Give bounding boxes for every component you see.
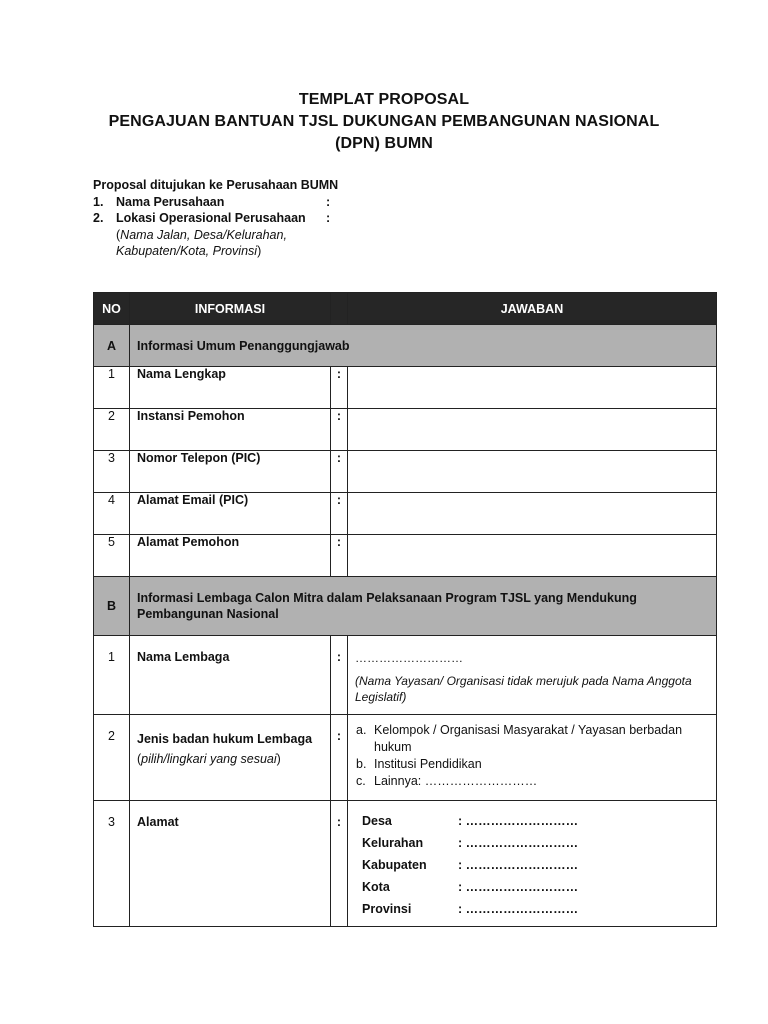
row-no: 5 [94, 535, 130, 577]
row-colon: : [331, 715, 348, 801]
row-colon: : [331, 451, 348, 493]
address-field[interactable]: Kabupaten : ……………………… [362, 858, 579, 872]
answer-field-nama-lengkap[interactable] [348, 367, 717, 409]
section-code: A [94, 325, 130, 367]
answer-alamat [348, 801, 717, 927]
row-label: Alamat [130, 801, 331, 927]
table-row [94, 493, 717, 535]
intro-item-colon: : [326, 211, 331, 225]
row-no: 4 [94, 493, 130, 535]
row-colon: : [331, 535, 348, 577]
row-colon: : [331, 493, 348, 535]
intro-item [93, 210, 693, 227]
answer-field-telepon[interactable] [348, 451, 717, 493]
row-no: 1 [94, 367, 130, 409]
intro-block [93, 177, 693, 260]
intro-item [93, 194, 693, 211]
header-no: NO [94, 293, 130, 325]
row-no: 2 [94, 715, 130, 801]
intro-item-colon: : [326, 194, 331, 209]
row-no: 3 [94, 801, 130, 927]
address-field[interactable]: Provinsi : ……………………… [362, 902, 579, 916]
header-info: INFORMASI [130, 293, 331, 325]
section-title: Informasi Lembaga Calon Mitra dalam Pelaksanaan Program TJSL yang Mendukung Pembangunan Nasional [130, 577, 717, 636]
table-row [94, 715, 717, 801]
table-row [94, 409, 717, 451]
table-row [94, 451, 717, 493]
header-colon [331, 293, 348, 325]
option-list [352, 722, 709, 790]
answer-dots: ……………………… [355, 651, 463, 665]
section-code: B [94, 577, 130, 636]
row-colon: : [331, 636, 348, 715]
table-row [94, 535, 717, 577]
row-hint: (pilih/lingkari yang sesuai) [137, 752, 281, 766]
intro-item-label: Lokasi Operasional Perusahaan [116, 211, 306, 225]
section-row [94, 577, 717, 636]
row-no: 1 [94, 636, 130, 715]
doc-subtitle-2: (DPN) BUMN [335, 135, 433, 152]
answer-field-email[interactable] [348, 493, 717, 535]
row-colon: : [331, 409, 348, 451]
header-answer: JAWABAN [348, 293, 717, 325]
answer-hint: (Nama Yayasan/ Organisasi tidak merujuk pada Nama Anggota Legislatif) [355, 673, 692, 704]
option-item[interactable]: c. Lainnya: ……………………… [356, 774, 538, 788]
doc-subtitle: PENGAJUAN BANTUAN TJSL DUKUNGAN PEMBANGUNAN NASIONAL [108, 113, 660, 130]
section-title: Informasi Umum Penanggungjawab [130, 325, 717, 367]
row-label: Alamat Pemohon [130, 535, 331, 577]
row-label: Nama Lembaga [130, 636, 331, 715]
row-label: Nomor Telepon (PIC) [130, 451, 331, 493]
row-label: Instansi Pemohon [130, 409, 331, 451]
row-no: 3 [94, 451, 130, 493]
row-colon: : [331, 801, 348, 927]
section-row [94, 325, 717, 367]
intro-item-label: Nama Perusahaan [116, 194, 225, 209]
table-row [94, 801, 717, 927]
answer-nama-lembaga[interactable] [348, 636, 717, 715]
row-no: 2 [94, 409, 130, 451]
address-field[interactable]: Kota : ……………………… [362, 880, 579, 894]
intro-item-num: 1. [93, 194, 104, 209]
row-label: Alamat Email (PIC) [130, 493, 331, 535]
answer-jenis-badan-hukum [348, 715, 717, 801]
intro-title: Proposal ditujukan ke Perusahaan BUMN [93, 178, 339, 192]
answer-field-instansi[interactable] [348, 409, 717, 451]
table-header-row [94, 293, 717, 325]
intro-note: (Nama Jalan, Desa/Kelurahan, Kabupaten/Kota, Provinsi) [116, 227, 287, 258]
option-item[interactable]: b. Institusi Pendidikan [356, 757, 482, 771]
answer-field-alamat-pemohon[interactable] [348, 535, 717, 577]
row-label: Nama Lengkap [130, 367, 331, 409]
doc-title: TEMPLAT PROPOSAL [298, 91, 470, 108]
table-row [94, 367, 717, 409]
option-item[interactable]: a. Kelompok / Organisasi Masyarakat / Yayasan berbadan hukum [356, 723, 683, 754]
table-row [94, 636, 717, 715]
form-table [93, 292, 717, 927]
address-field[interactable]: Desa : ……………………… [362, 814, 579, 828]
row-colon: : [331, 367, 348, 409]
document-header [0, 89, 768, 155]
address-field[interactable]: Kelurahan : ……………………… [362, 836, 579, 850]
intro-item-num: 2. [93, 211, 104, 225]
row-label: Jenis badan hukum Lembaga (pilih/lingkari yang sesuai) [130, 715, 331, 801]
